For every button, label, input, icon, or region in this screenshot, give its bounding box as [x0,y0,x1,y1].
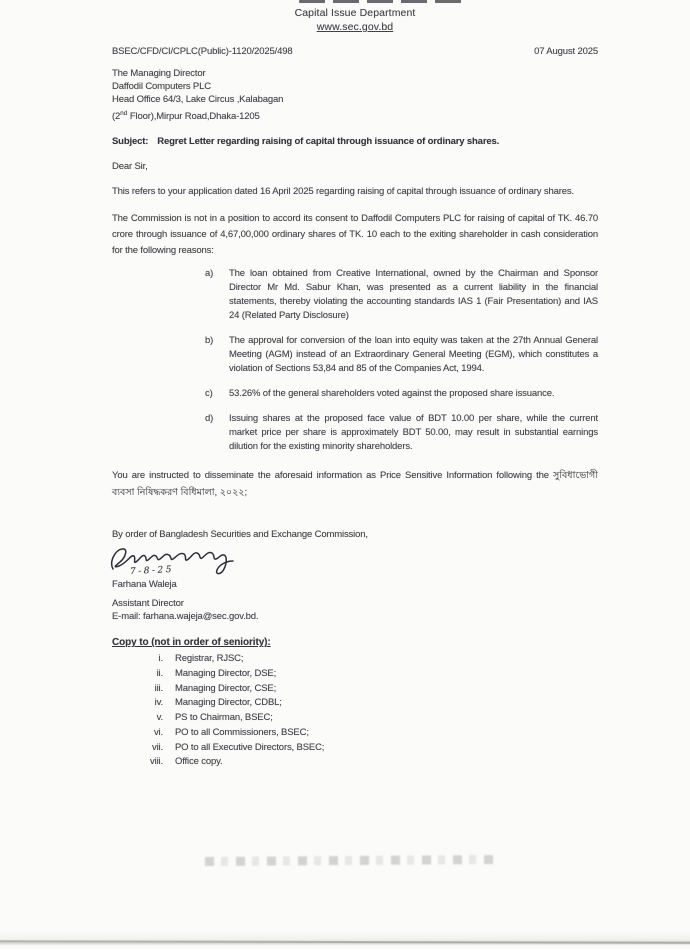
signature-block [112,545,598,597]
copy-num-1: i. [158,653,163,665]
recipient-address-line3: Head Office 64/3, Lake Circus ,Kalabagan [112,94,284,106]
paragraph-1: This refers to your application dated 16 April 2025 regarding raising of capital through issuance of ordinary shares. [112,185,574,197]
copy-item-8 [112,755,598,770]
department-title: Capital Issue Department [294,7,416,19]
copy-num-8: viii. [150,756,163,768]
closing-line: By order of Bangladesh Securities and Exchange Commission, [112,528,368,540]
reason-item-c [205,387,598,401]
recipient-title: The Managing Director [112,68,206,79]
salutation: Dear Sir, [112,160,148,172]
signatory-email: E-mail: farhana.wajeja@sec.gov.bd. [112,611,259,623]
copy-text-5: PS to Chairman, BSEC; [175,712,273,724]
copy-item-7 [112,741,598,756]
ink-bleedthrough-smudge [205,855,500,866]
letter-date: 07 August 2025 [534,46,598,57]
copy-text-6: PO to all Commissioners, BSEC; [175,726,309,738]
copy-text-2: Managing Director, DSE; [175,668,277,680]
subject-line [112,136,598,147]
copy-item-6 [112,726,598,741]
copy-num-2: ii. [156,668,163,680]
reference-row [112,46,598,57]
reasons-list [112,267,598,454]
copy-item-5 [112,711,598,726]
address-line4-ordinal: nd [120,109,128,117]
copy-text-3: Managing Director, CSE; [175,682,277,694]
paragraph-3-english: You are instructed to disseminate the aforesaid information as Price Sensitive Information following the [112,469,554,481]
reason-label-c: c) [205,387,213,399]
copy-to-heading: Copy to (not in order of seniority): [112,637,271,649]
copy-text-4: Managing Director, CDBL; [175,697,282,709]
copy-text-7: PO to all Executive Directors, BSEC; [175,741,325,753]
paragraph-3-bengali: সুবিধাভোগী ব্যবসা নিষিদ্ধকরণ বিধিমালা, ২০২২; [112,469,598,499]
recipient-company: Daffodil Computers PLC [112,81,211,93]
reason-text-a: The loan obtained from Creative International, owned by the Chairman and Sponsor Director Mr Md. Sabur Khan, was presented as a current liability in the financial statements, thereby violating the accounting standards IAS 1 (Fair Presentation) and IAS 24 (Related Party Disclosure) [229,267,598,321]
signatory-details [112,578,177,591]
address-line4-pre: (2 [112,110,121,122]
copy-text-1: Registrar, RJSC; [175,653,244,665]
copy-num-5: v. [156,712,163,724]
copy-item-2 [112,667,598,682]
paragraph-3 [112,467,598,502]
copy-text-8: Office copy. [175,756,223,768]
website-url: www.sec.gov.bd [316,21,394,33]
copy-item-1 [112,652,598,667]
copy-num-6: vi. [153,726,163,738]
reason-text-d: Issuing shares at the proposed face value of BDT 10.00 per share, while the current market price per share is approximately BDT 50.00, may result in substantial earnings dilution for the existing minority shareholders. [229,412,598,452]
reference-number: BSEC/CFD/CI/CPLC(Public)-1120/2025/498 [112,46,293,57]
handwritten-signature-icon [106,545,256,577]
signatory-name: Farhana Waleja [112,578,177,590]
address-line4-post: Floor),Mirpur Road,Dhaka-1205 [127,110,260,122]
signatory-designation: Assistant Director [112,597,184,609]
handwritten-date: 7-8-25 [129,564,175,578]
reason-text-b: The approval for conversion of the loan into equity was taken at the 27th Annual General Meeting (AGM) instead of an Extraordinary General Meeting (EGM), which constitutes a violation of Sections 53,84 and 85 of the Companies Act, 1994. [229,334,598,374]
recipient-address-block [112,67,598,123]
copy-item-4 [112,696,598,711]
copy-num-7: vii. [151,741,163,753]
reason-text-c: 53.26% of the general shareholders voted against the proposed share issuance. [229,387,555,399]
reason-item-a [205,267,598,323]
subject-text: Regret Letter regarding raising of capital through issuance of ordinary shares. [157,135,500,147]
reason-item-d [205,412,598,454]
reason-item-b [205,334,598,376]
paragraph-2: The Commission is not in a position to accord its consent to Daffodil Computers PLC for raising of capital of TK. 46.70 crore through issuance of 4,67,00,000 ordinary shares of TK. 10 each to the exiting shareholder in cash consideration for the following reasons: [112,212,598,256]
copy-num-4: iv. [154,697,163,709]
recipient-address-line4 [112,107,598,123]
reason-label-d: d) [205,412,214,424]
signatory-meta [112,597,598,623]
copy-to-list [112,652,598,770]
copy-item-3 [112,682,598,697]
reason-label-b: b) [205,334,214,346]
subject-label: Subject: [112,135,149,147]
copy-num-3: iii. [154,682,163,694]
reason-label-a: a) [205,267,214,279]
